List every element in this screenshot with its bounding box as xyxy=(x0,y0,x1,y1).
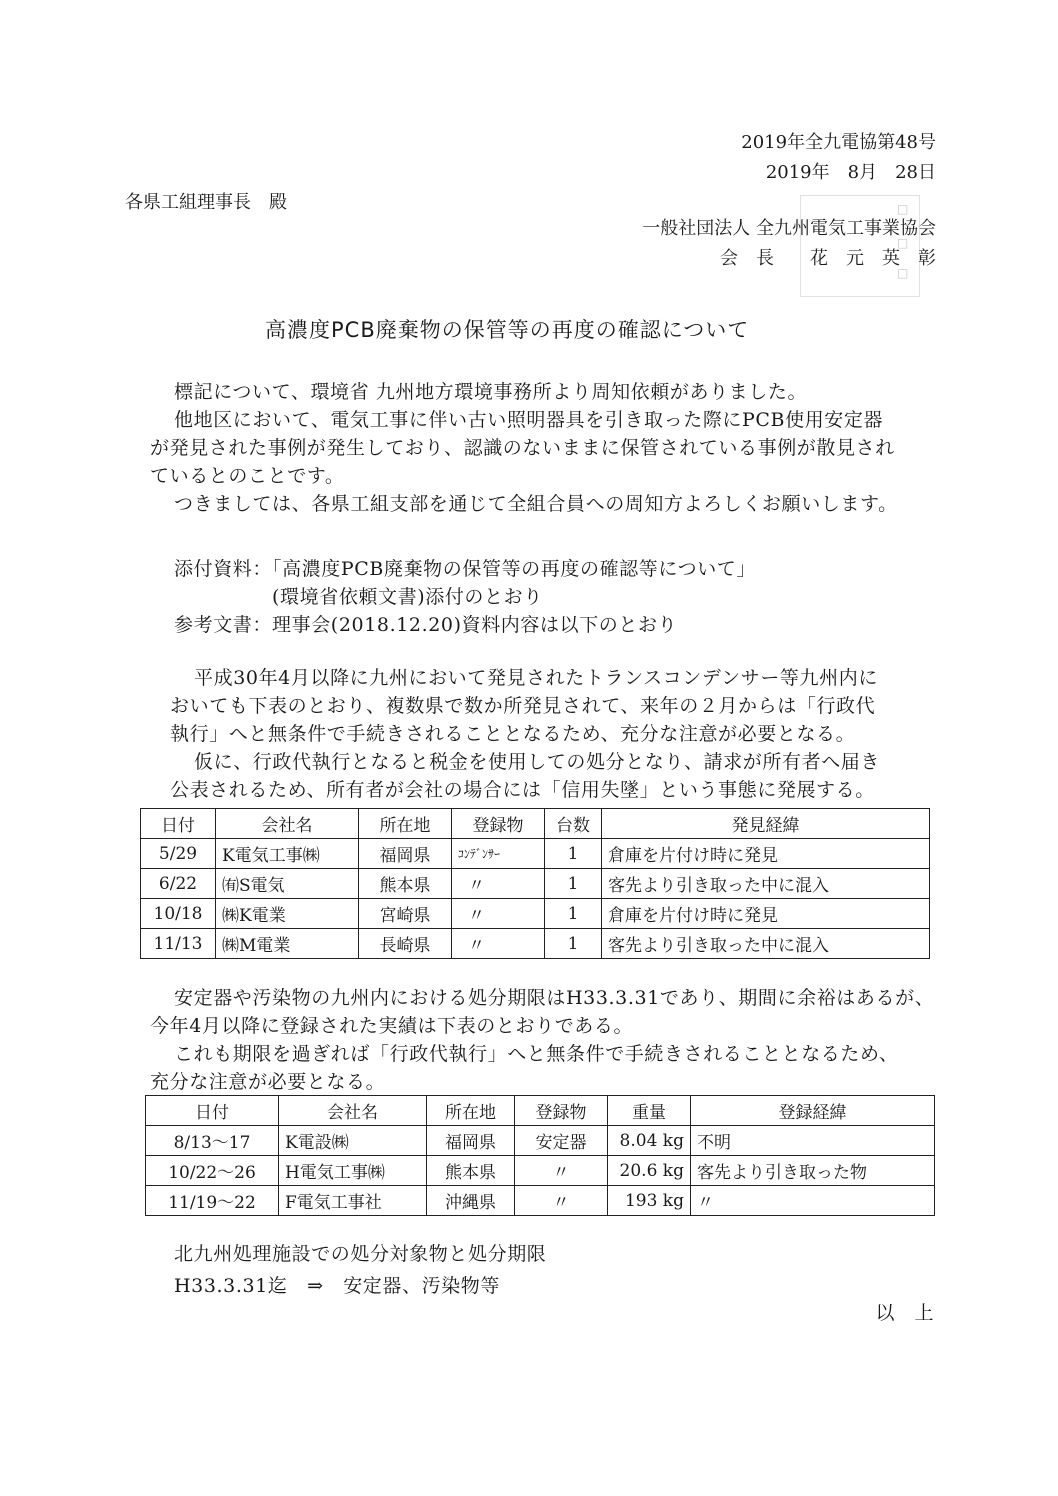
column-header: 日付 xyxy=(146,1096,279,1126)
count-cell: 1 xyxy=(545,929,602,959)
date-cell: 6/22 xyxy=(141,869,216,899)
date-cell: 8/13～17 xyxy=(146,1126,279,1156)
date-cell: 10/22～26 xyxy=(146,1156,279,1186)
section1-line: 仮に、行政代執行となると税金を使用しての処分となり、請求が所有者へ届き xyxy=(194,751,881,773)
company-cell: ㈱M電業 xyxy=(216,929,359,959)
location-cell: 長崎県 xyxy=(359,929,452,959)
item-cell: 〃 xyxy=(452,869,545,899)
closing-mark: 以 上 xyxy=(875,1302,934,1324)
table-row xyxy=(146,1156,935,1186)
column-header: 所在地 xyxy=(427,1096,515,1126)
item-cell: ｺﾝﾃﾞﾝｻｰ xyxy=(452,839,545,869)
item-cell: 安定器 xyxy=(515,1126,608,1156)
registration-table xyxy=(145,1095,935,1216)
section2-paragraph xyxy=(150,984,934,1096)
addressee: 各県工組理事長 殿 xyxy=(125,192,287,213)
circumstance-cell: 客先より引き取った中に混入 xyxy=(602,869,930,899)
column-header: 重量 xyxy=(608,1096,691,1126)
column-header: 会社名 xyxy=(279,1096,427,1126)
date-cell: 11/13 xyxy=(141,929,216,959)
section2-line: 安定器や汚染物の九州内における処分期限はH33.3.31であり、期間に余裕はあるが、 xyxy=(174,987,935,1009)
circumstance-cell: 倉庫を片付け時に発見 xyxy=(602,839,930,869)
circumstance-cell: 〃 xyxy=(691,1186,935,1216)
intro-line: 標記について、環境省 九州地方環境事務所より周知依頼がありました。 xyxy=(174,381,808,403)
column-header: 所在地 xyxy=(359,809,452,839)
intro-line: ているとのことです。 xyxy=(150,465,345,487)
intro-line: つきましては、各県工組支部を通じて全組合員への周知方よろしくお願いします。 xyxy=(174,493,898,515)
intro-paragraph xyxy=(150,378,898,518)
attachments-block xyxy=(174,555,756,639)
reference-line: 参考文書：理事会(2018.12.20)資料内容は以下のとおり xyxy=(174,614,678,636)
location-cell: 宮崎県 xyxy=(359,899,452,929)
table-row xyxy=(141,899,930,929)
location-cell: 熊本県 xyxy=(359,869,452,899)
document-number: 2019年全九電協第48号 xyxy=(741,132,936,153)
company-cell: F電気工事社 xyxy=(279,1186,427,1216)
table-row xyxy=(146,1126,935,1156)
table-row xyxy=(141,929,930,959)
location-cell: 沖縄県 xyxy=(427,1186,515,1216)
date-cell: 5/29 xyxy=(141,839,216,869)
table-header-row xyxy=(141,809,930,839)
footer-block xyxy=(174,1240,546,1300)
circumstance-cell: 不明 xyxy=(691,1126,935,1156)
section2-line: 今年4月以降に登録された実績は下表のとおりである。 xyxy=(150,1015,634,1037)
intro-line: が発見された事例が発生しており、認識のないままに保管されている事例が散見され xyxy=(150,437,895,459)
section1-line: 執行」へと無条件で手続きされることとなるため、充分な注意が必要となる。 xyxy=(170,723,856,745)
column-header: 台数 xyxy=(545,809,602,839)
company-cell: K電設㈱ xyxy=(279,1126,427,1156)
item-cell: 〃 xyxy=(515,1156,608,1186)
intro-line: 他地区において、電気工事に伴い古い照明器具を引き取った際にPCB使用安定器 xyxy=(174,409,884,431)
location-cell: 福岡県 xyxy=(427,1126,515,1156)
sender-name: 会 長 花 元 英 彰 xyxy=(720,248,936,269)
table-row xyxy=(146,1186,935,1216)
date-cell: 10/18 xyxy=(141,899,216,929)
section1-line: おいても下表のとおり、複数県で数か所発見されて、来年の２月からは「行政代 xyxy=(170,695,876,717)
official-seal-stamp: □ □ □ xyxy=(800,195,920,297)
sender-organization: 一般社団法人 全九州電気工事業協会 xyxy=(642,218,936,239)
location-cell: 熊本県 xyxy=(427,1156,515,1186)
company-cell: K電気工事㈱ xyxy=(216,839,359,869)
column-header: 会社名 xyxy=(216,809,359,839)
item-cell: 〃 xyxy=(452,899,545,929)
section1-line: 公表されるため、所有者が会社の場合には「信用失墜」という事態に発展する。 xyxy=(170,779,875,801)
section1-line: 平成30年4月以降に九州において発見されたトランスコンデンサー等九州内に xyxy=(194,667,878,689)
section2-line: 充分な注意が必要となる。 xyxy=(150,1071,386,1093)
weight-cell: 193 kg xyxy=(608,1186,691,1216)
weight-cell: 20.6 kg xyxy=(608,1156,691,1186)
column-header: 日付 xyxy=(141,809,216,839)
footer-line: 北九州処理施設での処分対象物と処分期限 xyxy=(174,1243,547,1265)
table-header-row xyxy=(146,1096,935,1126)
circumstance-cell: 倉庫を片付け時に発見 xyxy=(602,899,930,929)
column-header: 発見経緯 xyxy=(602,809,930,839)
table-row xyxy=(141,869,930,899)
document-date: 2019年 8月 28日 xyxy=(765,162,936,183)
column-header: 登録物 xyxy=(515,1096,608,1126)
count-cell: 1 xyxy=(545,899,602,929)
section2-line: これも期限を過ぎれば「行政代執行」へと無条件で手続きされることとなるため、 xyxy=(174,1043,899,1065)
company-cell: ㈲S電気 xyxy=(216,869,359,899)
count-cell: 1 xyxy=(545,839,602,869)
column-header: 登録経緯 xyxy=(691,1096,935,1126)
footer-line: H33.3.31迄 ⇒ 安定器、汚染物等 xyxy=(174,1275,501,1297)
section1-paragraph xyxy=(170,664,880,804)
attachment-line: 添付資料：「高濃度PCB廃棄物の保管等の再度の確認等について」 xyxy=(174,558,757,580)
document-title: 高濃度PCB廃棄物の保管等の再度の確認について xyxy=(265,318,750,342)
circumstance-cell: 客先より引き取った物 xyxy=(691,1156,935,1186)
company-cell: ㈱K電業 xyxy=(216,899,359,929)
weight-cell: 8.04 kg xyxy=(608,1126,691,1156)
count-cell: 1 xyxy=(545,869,602,899)
attachment-line: (環境省依頼文書)添付のとおり xyxy=(272,586,543,608)
date-cell: 11/19～22 xyxy=(146,1186,279,1216)
circumstance-cell: 客先より引き取った中に混入 xyxy=(602,929,930,959)
item-cell: 〃 xyxy=(515,1186,608,1216)
discovery-table xyxy=(140,808,930,959)
item-cell: 〃 xyxy=(452,929,545,959)
location-cell: 福岡県 xyxy=(359,839,452,869)
table-row xyxy=(141,839,930,869)
company-cell: H電気工事㈱ xyxy=(279,1156,427,1186)
column-header: 登録物 xyxy=(452,809,545,839)
